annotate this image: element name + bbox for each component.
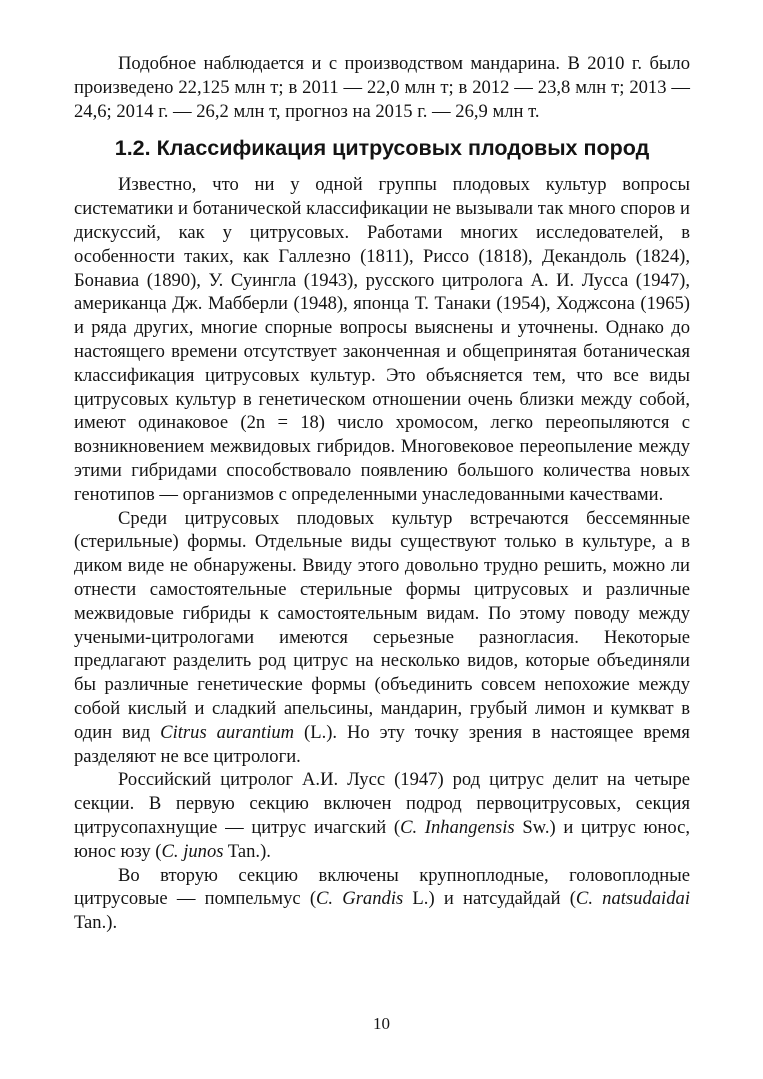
section-heading: 1.2. Классификация цитрусовых плодовых пород [114,136,650,161]
text-run: Tan.). [223,840,271,862]
species-name: C. junos [161,840,224,862]
species-name: C. Grandis [316,888,404,910]
text-run: Tan.). [74,912,118,934]
text-run: (L.). Но эту точку зрения в настоящее время разделяют не все цитрологи. [74,721,690,767]
species-name: Citrus aurantium [160,721,295,743]
paragraph-sterile-forms [74,507,690,769]
paragraph-second-section [74,864,690,935]
paragraph-luss-sections [74,768,690,863]
page-number: 10 [373,1014,390,1033]
text-run: Среди цитрусовых плодовых культур встречаются бессемянные (стерильные) формы. Отдельные виды существуют только в культуре, а в диком виде не обнаружены. Ввиду этого довольно трудно решить, можно ли отнести самостоятельные стерильные формы цитрусовых и различные межвидовые гибриды к самостоятельным видам. По этому поводу между учеными-цитрологами имеются серьезные разногласия. Некоторые предлагают разделить род цитрус на несколько видов, которые объединяли бы различные генетические формы (объединить совсем непохожие между собой кислый и сладкий апельсины, мандарин, грубый лимон и кумкват в один вид [74,507,690,743]
text-run: Российский цитролог А.И. Лусс (1947) род цитрус делит на четыре секции. В первую секцию включен подрод первоцитрусовых, секция цитрусопахнущие — цитрус ичагский ( [74,769,690,838]
species-name: C. Inhangensis [400,816,515,838]
page-content [74,52,690,935]
text-run: L.) и натсудайдай ( [403,888,576,910]
text-run: Sw.) и цитрус юнос, юнос юзу ( [74,816,691,862]
species-name: C. natsudaidai [575,888,690,910]
text-run: Во вторую секцию включены крупноплодные, головоплодные цитрусовые — помпельмус ( [74,864,690,910]
paragraph-mandarin-production: Подобное наблюдается и с производством мандарина. В 2010 г. было произведено 22,125 млн т; в 2011 — 22,0 млн т; в 2012 — 23,8 млн т; 2013 — 24,6; 2014 г. — 26,2 млн т, прогноз на 2015 г. — 26,9 млн т. [74,53,690,122]
paragraph-classification-intro: Известно, что ни у одной группы плодовых культур вопросы систематики и ботанической классификации не вызывали так много споров и дискуссий, как у цитрусовых. Работами многих исследователей, в особенности таких, как Галлезно (1811), Риссо (1818), Декандоль (1824), Бонавиа (1890), У. Суингла (1943), русского цитролога А. И. Лусса (1947), американца Дж. Мабберли (1948), японца Т. Танаки (1954), Ходжсона (1965) и ряда других, многие спорные вопросы выяснены и уточнены. Однако до настоящего времени отсутствует законченная и общепринятая ботаническая классификация цитрусовых культур. Это объясняется тем, что все виды цитрусовых культур в генетическом отношении очень близки между собой, имеют одинаковое (2n = 18) число хромосом, легко переопыляются с возникновением межвидовых гибридов. Многовековое переопыление между этими гибридами способствовало появлению большого количества новых генотипов — организмов с определенными унаследованными качествами. [74,174,690,505]
